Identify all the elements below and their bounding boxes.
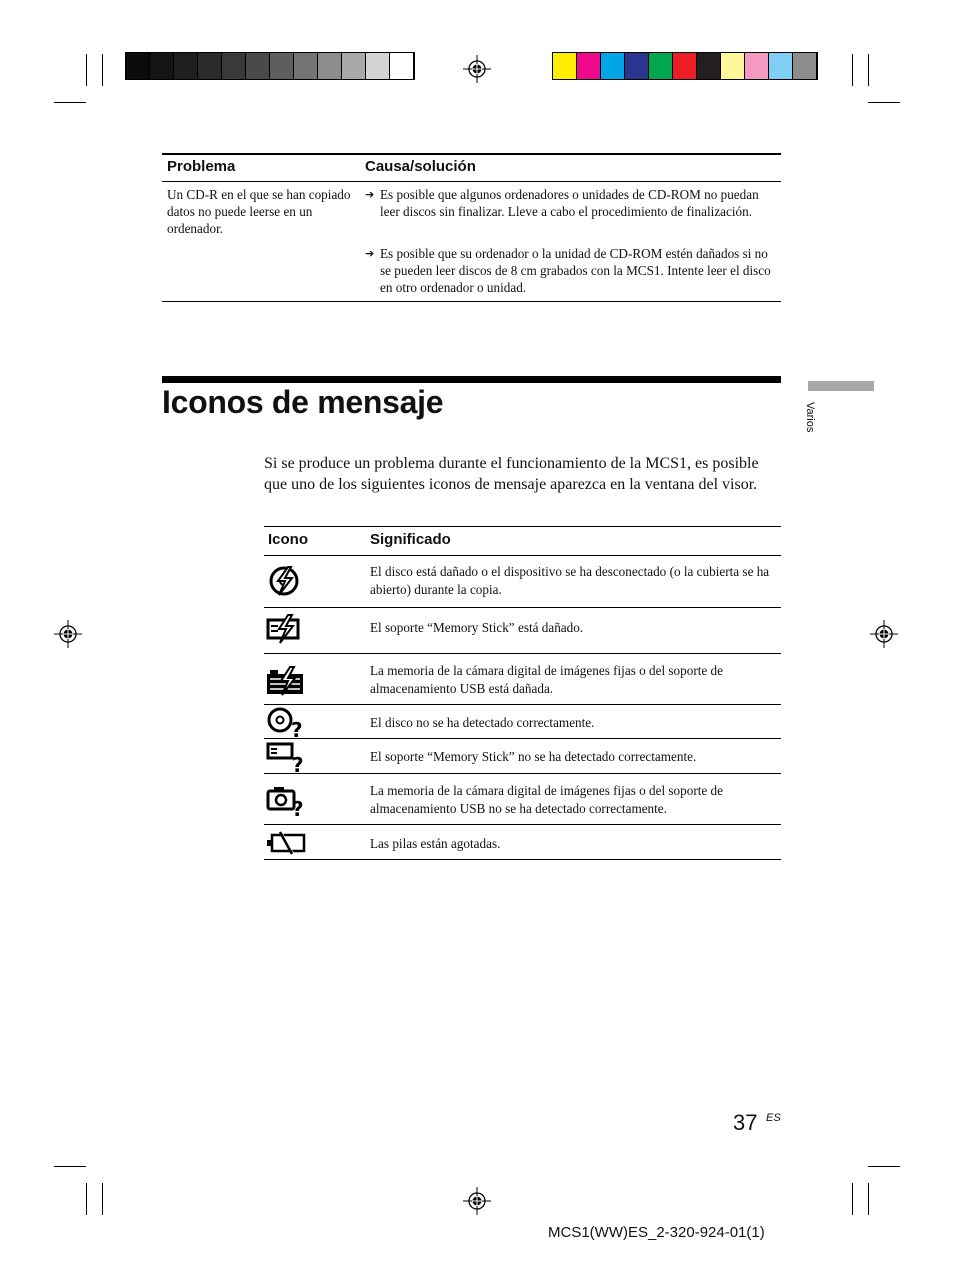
crop-mark: [868, 1166, 900, 1167]
color-swatch: [625, 53, 649, 79]
column-header-meaning: Significado: [370, 531, 451, 548]
table-row: [264, 739, 781, 774]
color-swatch: [150, 53, 174, 79]
color-swatch: [222, 53, 246, 79]
memory-stick-damaged-icon: [266, 614, 302, 644]
cause-item: ➔ Es posible que algunos ordenadores o unidades de CD-ROM no puedan leer discos sin finalizar. Lleve a cabo el procedimiento de finalización.: [365, 187, 759, 219]
svg-text:?: ?: [292, 797, 304, 817]
document-code: MCS1(WW)ES_2-320-924-01(1): [548, 1224, 765, 1241]
svg-text:?: ?: [292, 753, 304, 773]
page-language-suffix: ES: [766, 1112, 781, 1124]
meaning-text: La memoria de la cámara digital de imágenes fijas o del soporte de almacenamiento USB está dañada.: [370, 663, 723, 696]
meaning-text: La memoria de la cámara digital de imágenes fijas o del soporte de almacenamiento USB no se ha detectado correctamente.: [370, 783, 723, 816]
crop-mark: [54, 102, 86, 103]
table-row: [264, 654, 781, 705]
table-rule: [162, 153, 781, 155]
side-tab-bar: [808, 381, 874, 391]
registration-mark-icon: [54, 620, 82, 648]
table-row: [264, 608, 781, 654]
crop-mark: [86, 1183, 87, 1215]
meaning-text: El disco está dañado o el dispositivo se ha desconectado (o la cubierta se ha abierto) durante la copia.: [370, 564, 770, 597]
table-row: [264, 705, 781, 739]
color-swatch: [697, 53, 721, 79]
meaning-text: El soporte “Memory Stick” no se ha detectado correctamente.: [370, 749, 697, 764]
color-swatch: [198, 53, 222, 79]
color-swatch: [553, 53, 577, 79]
table-rule: [162, 301, 781, 302]
cause-item: ➔ Es posible que su ordenador o la unidad de CD-ROM estén dañados si no se pueden leer discos de 8 cm grabados con la MCS1. Intente leer el disco en otro ordenador o unidad.: [365, 246, 771, 295]
color-swatch: [673, 53, 697, 79]
intro-paragraph: Si se produce un problema durante el funcionamiento de la MCS1, es posible que uno de los siguientes iconos de mensaje aparezca en la ventana del visor.: [264, 455, 759, 493]
table-row: [264, 825, 781, 860]
disc-damaged-icon: [266, 564, 302, 598]
color-swatch: [390, 53, 414, 79]
crop-mark: [102, 1183, 103, 1215]
crop-mark: [86, 54, 87, 86]
section-title: Iconos de mensaje: [162, 384, 444, 420]
svg-text:?: ?: [291, 718, 303, 738]
column-header-problem: Problema: [167, 158, 236, 175]
color-swatch: [577, 53, 601, 79]
table-rule: [162, 181, 781, 182]
meaning-text: El disco no se ha detectado correctamente.: [370, 715, 595, 730]
meaning-text: Las pilas están agotadas.: [370, 836, 501, 851]
color-swatch: [793, 53, 817, 79]
registration-mark-icon: [463, 55, 491, 83]
process-color-bar: [552, 52, 818, 80]
color-swatch: [721, 53, 745, 79]
arrow-right-icon: ➔: [365, 188, 375, 201]
table-row: [264, 774, 781, 825]
color-swatch: [246, 53, 270, 79]
camera-not-detected-icon: [266, 783, 306, 817]
registration-mark-icon: [870, 620, 898, 648]
crop-mark: [868, 54, 869, 86]
crop-mark: [102, 54, 103, 86]
color-swatch: [294, 53, 318, 79]
heading-rule: [162, 376, 781, 383]
camera-usb-damaged-icon: [266, 666, 306, 696]
crop-mark: [852, 1183, 853, 1215]
problem-cell: Un CD-R en el que se han copiado datos no puede leerse en un ordenador.: [167, 187, 351, 236]
color-swatch: [342, 53, 366, 79]
grayscale-color-bar: [125, 52, 415, 80]
color-swatch: [769, 53, 793, 79]
color-swatch: [745, 53, 769, 79]
color-swatch: [601, 53, 625, 79]
arrow-right-icon: ➔: [365, 247, 375, 260]
side-tab-label: Varios: [804, 402, 816, 433]
color-swatch: [270, 53, 294, 79]
registration-mark-icon: [463, 1187, 491, 1215]
meaning-text: El soporte “Memory Stick” está dañado.: [370, 620, 584, 635]
column-header-cause: Causa/solución: [365, 158, 476, 175]
table-header-row: [264, 527, 781, 556]
color-swatch: [174, 53, 198, 79]
crop-mark: [852, 54, 853, 86]
color-swatch: [318, 53, 342, 79]
column-header-icon: Icono: [268, 531, 308, 548]
page-number: 37: [733, 1110, 758, 1135]
disc-not-detected-icon: [266, 706, 304, 738]
battery-empty-icon: [266, 831, 306, 855]
color-swatch: [366, 53, 390, 79]
table-row: [264, 556, 781, 608]
color-swatch: [126, 53, 150, 79]
crop-mark: [868, 102, 900, 103]
crop-mark: [868, 1183, 869, 1215]
color-swatch: [649, 53, 673, 79]
crop-mark: [54, 1166, 86, 1167]
memory-stick-not-detected-icon: [266, 740, 306, 773]
